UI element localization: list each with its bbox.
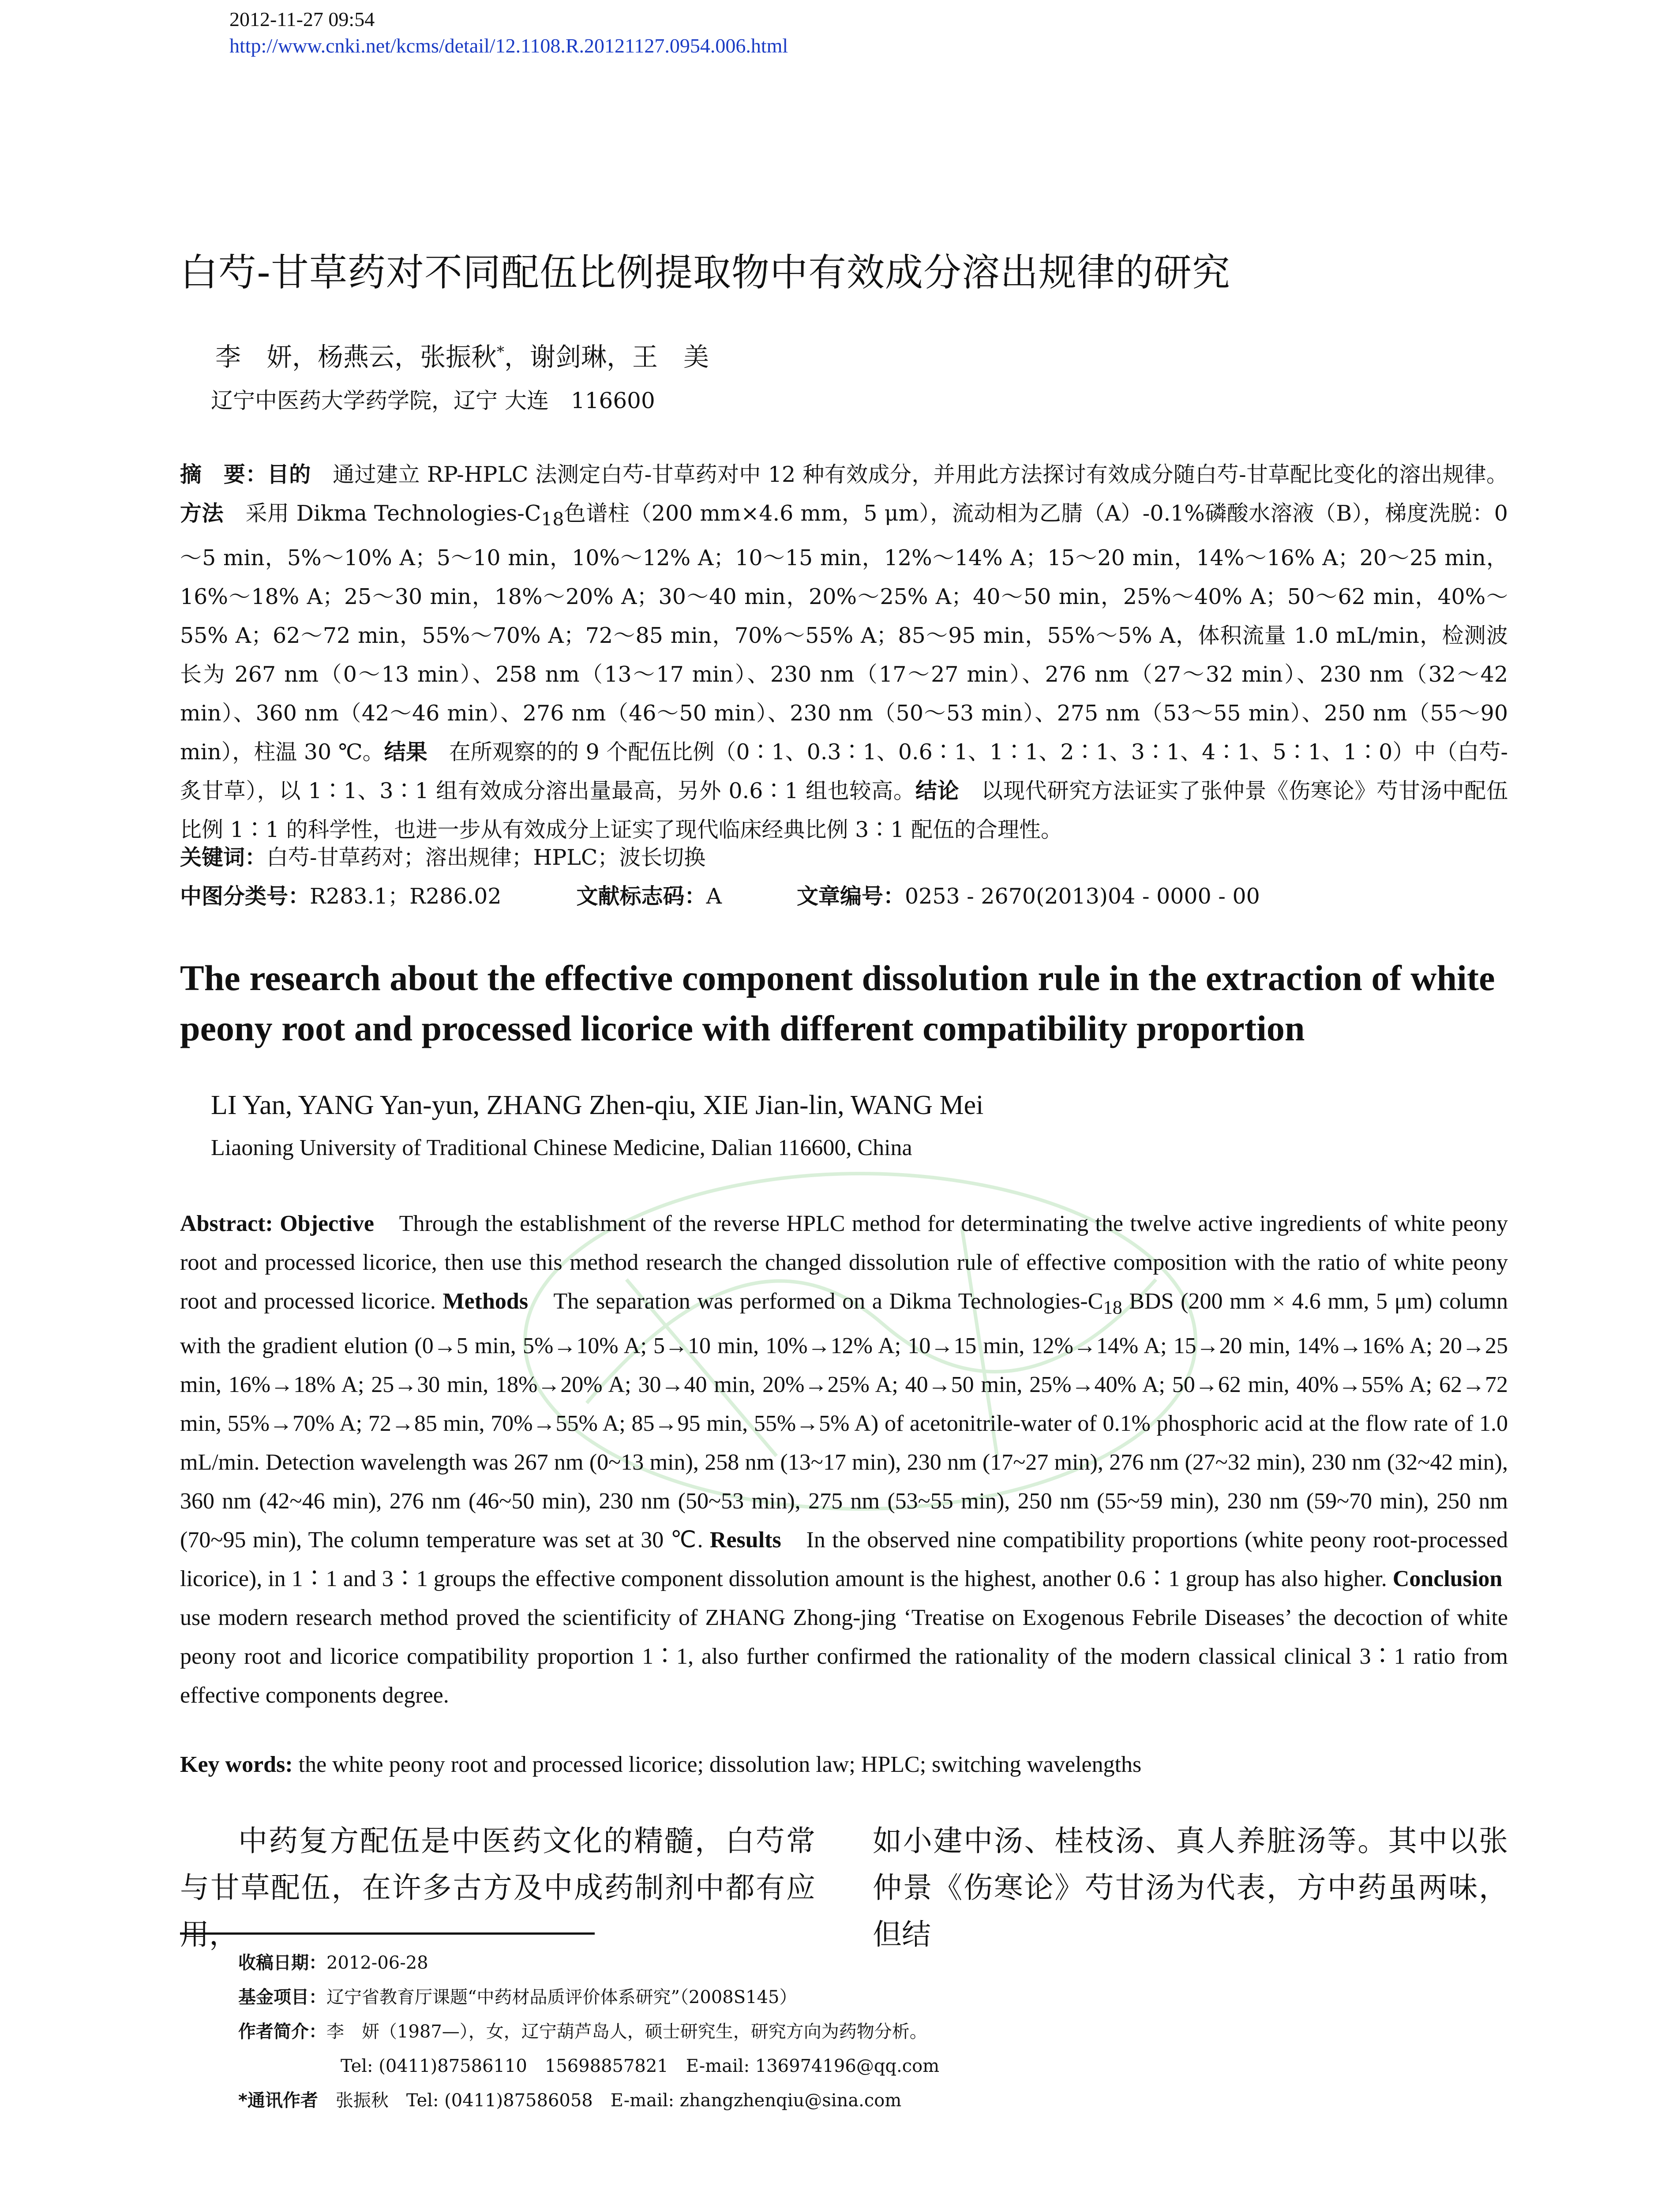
en-methods-sub: 18 (1103, 1297, 1122, 1318)
bio-value: 李 妍（1987—），女，辽宁葫芦岛人，硕士研究生，研究方向为药物分析。 (326, 2022, 927, 2042)
zh-results-label: 结果 (384, 739, 428, 765)
zh-authors-rest: ，谢剑琳，王 美 (504, 342, 709, 372)
en-keywords (180, 1745, 1141, 1784)
en-conclusion: use modern research method proved the scientificity of ZHANG Zhong-jing ‘Treatise on Exogenous Febrile Diseases’ the decoction of white peony root and licorice compatibility proportion 1∶1, also further confirmed the rationality of the modern classical clinical 3∶1 ratio from effective components degree. (180, 1566, 1526, 1708)
en-methods-label: Methods (442, 1289, 529, 1314)
zh-methods-label: 方法 (180, 501, 224, 526)
zh-conclusion: 以现代研究方法证实了张仲景《伤寒论》芍甘汤中配伍比例 1∶1 的科学性，也进一步从有效成分上证实了现代临床经典比例 3∶1 配伍的合理性。 (180, 778, 1508, 842)
doc-code-value: A (706, 884, 722, 909)
publish-timestamp: 2012-11-27 09:54 (229, 8, 375, 30)
zh-keywords-label: 关键词： (180, 845, 267, 870)
en-methods-pre: The separation was performed on a Dikma Technologies-C (528, 1289, 1103, 1314)
zh-authors (215, 336, 709, 373)
zh-keywords (180, 838, 705, 877)
zh-results: 在所观察的的 9 个配伍比例（0∶1、0.3∶1、0.6∶1、1∶1、2∶1、3∶1、4∶1、5∶1、1∶0）中（白芍-炙甘草），以 1∶1、3∶1 组有效成分溶出量最高，另外 0.6∶1 组也较高。 (180, 739, 1508, 803)
zh-objective: 通过建立 RP-HPLC 法测定白芍-甘草药对中 12 种有效成分，并用此方法探讨有效成分随白芍-甘草配比变化的溶出规律。 (311, 462, 1508, 487)
fund-value: 辽宁省教育厅课题“中药材品质评价体系研究”（2008S145） (326, 1987, 797, 2007)
en-keywords-text: the white peony root and processed licorice; dissolution law; HPLC; switching wavelengths (292, 1752, 1142, 1777)
en-abstract-label: Abstract: Objective (180, 1211, 374, 1236)
zh-classification (180, 877, 1508, 916)
doc-code-label: 文献标志码： (576, 884, 706, 909)
bio-label: 作者简介： (238, 2022, 326, 2042)
received-label: 收稿日期： (238, 1953, 326, 1973)
zh-objective-label: 目的 (267, 462, 311, 487)
en-methods: BDS (200 mm × 4.6 mm, 5 μm) column with the gradient elution (0→5 min, 5%→10% A; 5→10 min, 10%→12% A; 10→15 min, 12%→14% A; 15→20 min, 14%→16% A; 20→25 min, 16%→18% A; 25→30 min, 18%→20% A; 30→40 min, 20%→25% A; 40→50 min, 25%→40% A; 50→62 min, 40%→55% A; 62→72 min, 55%→70% A; 72→85 min, 70%→55% A; 85→95 min, 55%→5% A) of acetonitrile-water of 0.1% phosphoric acid at the flow rate of 1.0 mL/min. Detection wavelength was 267 nm (0~13 min), 258 nm (13~17 min), 230 nm (17~27 min), 276 nm (27~32 min), 230 nm (32~42 min), 360 nm (42~46 min), 276 nm (46~50 min), 230 nm (50~53 min), 275 nm (53~55 min), 250 nm (55~59 min), 230 nm (59~70 min), 250 nm (70~95 min), The column temperature was set at 30 ℃. (180, 1289, 1508, 1553)
en-results-label: Results (709, 1527, 781, 1553)
en-keywords-label: Key words: (180, 1752, 293, 1777)
footnote-fund (238, 1980, 939, 2015)
received-value: 2012-06-28 (326, 1953, 428, 1973)
footnote-corresponding (238, 2083, 939, 2118)
fund-label: 基金项目： (238, 1987, 326, 2007)
publish-stamp (229, 6, 788, 59)
en-objective: Through the establishment of the reverse HPLC method for determinating the twelve active ingredients of white peony root and processed licorice, then use this method research the changed dissolution rule of effective composition with the ratio of white peony root and processed licorice. (180, 1211, 1508, 1314)
zh-keywords-text: 白芍-甘草药对；溶出规律；HPLC；波长切换 (266, 845, 706, 870)
article-no-label: 文章编号： (796, 884, 905, 909)
body-column-left: 中药复方配伍是中医药文化的精髓，白芍常与甘草配伍，在许多古方及中成药制剂中都有应用， (180, 1824, 815, 1951)
en-conclusion-label: Conclusion (1392, 1566, 1503, 1592)
footnote-bio (238, 2015, 939, 2049)
en-authors: LI Yan, YANG Yan-yun, ZHANG Zhen-qiu, XIE Jian-lin, WANG Mei (211, 1090, 984, 1120)
footnote-received (238, 1946, 939, 1980)
zh-authors-main: 李 妍，杨燕云，张振秋 (215, 342, 497, 372)
zh-methods-sub: 18 (541, 508, 564, 530)
corr-label: *通讯作者 (238, 2090, 318, 2111)
article-url-link[interactable]: http://www.cnki.net/kcms/detail/12.1108.R.20121127.0954.006.html (229, 34, 788, 57)
zh-abstract (180, 455, 1508, 849)
corresponding-mark: * (497, 343, 505, 361)
zh-methods: 色谱柱（200 mm×4.6 mm，5 μm），流动相为乙腈（A）-0.1%磷酸水溶液（B），梯度洗脱：0～5 min，5%～10% A；5～10 min，10%～12% A；10～15 min，12%～14% A；15～20 min，14%～16% A；20～25 min，16%～18% A；25～30 min，18%～20% A；30～40 min，20%～25% A；40～50 min，25%～40% A；50～62 min，40%～55% A；62～72 min，55%～70% A；72～85 min，70%～55% A；85～95 min，55%～5% A，体积流量 1.0 mL/min，检测波长为 267 nm（0～13 min）、258 nm（13～17 min）、230 nm（17～27 min）、276 nm（27～32 min）、230 nm（32～42 min）、360 nm（42～46 min）、276 nm（46～50 min）、230 nm（50～53 min）、275 nm（53～55 min）、250 nm（55～90 min），柱温 30 ℃。 (180, 501, 1508, 765)
clc-value: R283.1；R286.02 (310, 884, 502, 909)
en-title: The research about the effective component dissolution rule in the extraction of white peony root and processed licorice with different compatibility proportion (180, 958, 1495, 1048)
en-affiliation: Liaoning University of Traditional Chinese Medicine, Dalian 116600, China (211, 1135, 912, 1160)
article-no-value: 0253 - 2670(2013)04 - 0000 - 00 (904, 884, 1260, 909)
en-results: In the observed nine compatibility proportions (white peony root-processed licorice), in 1∶1 and 3∶1 groups the effective component dissolution amount is the highest, another 0.6∶1 group has also higher. (180, 1527, 1508, 1592)
zh-title: 白芍-甘草药对不同配伍比例提取物中有效成分溶出规律的研究 (180, 251, 1231, 295)
footnote-divider (180, 1932, 595, 1935)
zh-methods-pre: 采用 Dikma Technologies-C (224, 501, 541, 526)
body-column-right: 如小建中汤、桂枝汤、真人养脏汤等。其中以张仲景《伤寒论》芍甘汤为代表，方中药虽两味，但结 (873, 1824, 1508, 1951)
zh-conclusion-label: 结论 (915, 778, 960, 803)
footnote-bio-contact: Tel: (0411)87586110 15698857821 E-mail: 136974196@qq.com (341, 2056, 940, 2076)
corr-value: 张振秋 Tel: (0411)87586058 E-mail: zhangzhenqiu@sina.com (318, 2090, 902, 2111)
footnotes (238, 1946, 939, 2118)
zh-abstract-label: 摘 要： (180, 462, 267, 487)
en-abstract (180, 1204, 1526, 1715)
clc-label: 中图分类号： (180, 884, 310, 909)
zh-affiliation: 辽宁中医药大学药学院，辽宁 大连 116600 (211, 388, 655, 413)
